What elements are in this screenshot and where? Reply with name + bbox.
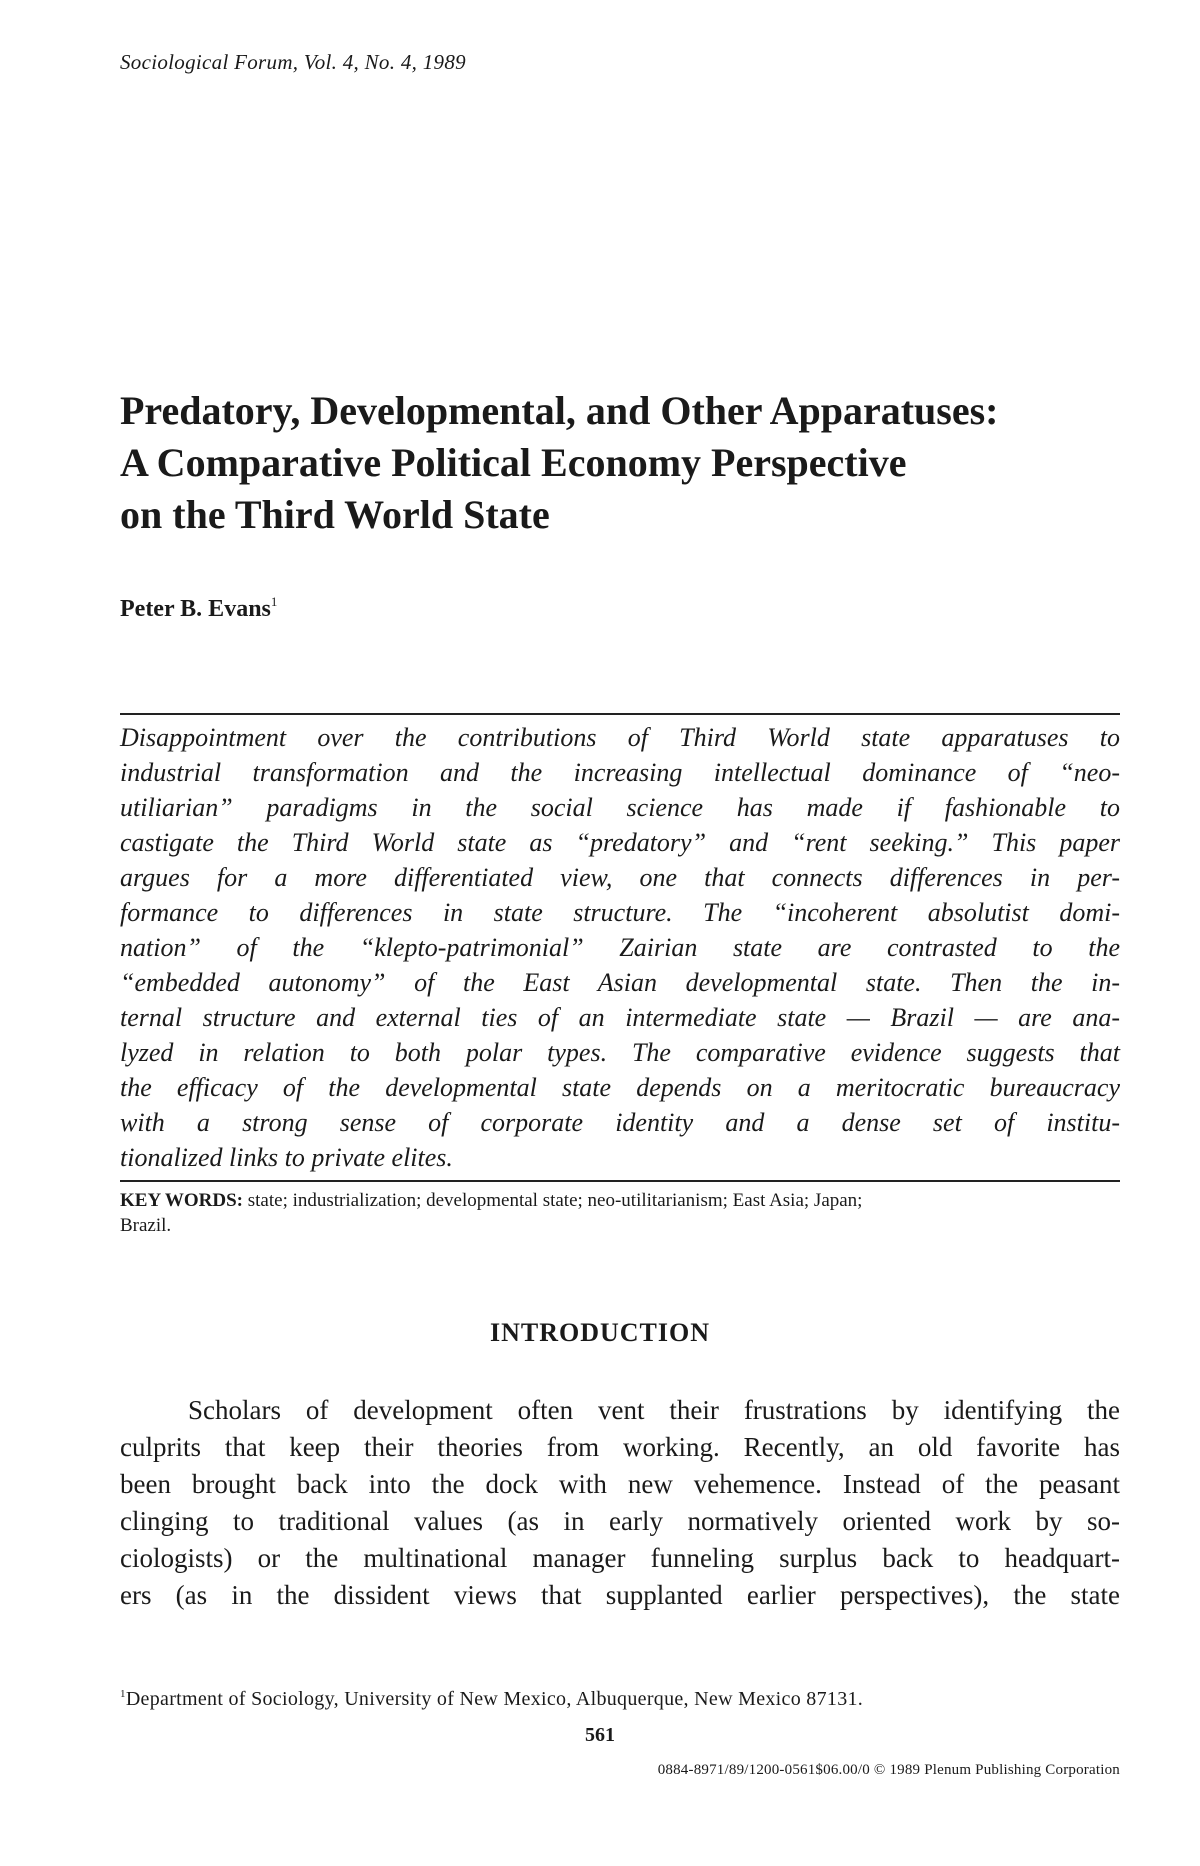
title-line: Predatory, Developmental, and Other Apparatuses: xyxy=(120,388,999,433)
abstract-line: tionalized links to private elites. xyxy=(120,1143,453,1172)
abstract-line: lyzed in relation to both polar types. The comparative evidence suggests that xyxy=(120,1038,1120,1067)
abstract-line: Disappointment over the contributions of Third World state apparatuses to xyxy=(120,723,1120,752)
body-line: ers (as in the dissident views that supplanted earlier perspectives), the state xyxy=(120,1580,1120,1610)
abstract-line: with a strong sense of corporate identity and a dense set of institu- xyxy=(120,1108,1120,1137)
abstract-line: argues for a more differentiated view, one that connects differences in per- xyxy=(120,863,1120,892)
author-name: Peter B. Evans xyxy=(120,596,271,622)
body-line: clinging to traditional values (as in early normatively oriented work by so- xyxy=(120,1506,1120,1536)
body-line: Scholars of development often vent their frustrations by identifying the xyxy=(188,1395,1120,1425)
copyright-line: 0884-8971/89/1200-0561$06.00/0 © 1989 Plenum Publishing Corporation xyxy=(657,1762,1120,1778)
footnote xyxy=(120,1688,863,1711)
article-title xyxy=(120,385,1120,541)
abstract-line: “embedded autonomy” of the East Asian developmental state. Then the in- xyxy=(120,968,1120,997)
abstract xyxy=(120,720,1120,1175)
body-paragraph xyxy=(120,1392,1120,1614)
keywords-list: state; industrialization; developmental state; neo-utilitarianism; East Asia; Japan; xyxy=(247,1190,863,1211)
author-line xyxy=(120,596,277,623)
keywords-label: KEY WORDS: xyxy=(120,1190,243,1211)
keywords xyxy=(120,1188,1120,1238)
abstract-line: formance to differences in state structure. The “incoherent absolutist domi- xyxy=(120,898,1120,927)
abstract-bottom-rule xyxy=(120,1180,1120,1182)
keywords-list: Brazil. xyxy=(120,1215,172,1236)
abstract-line: industrial transformation and the increasing intellectual dominance of “neo- xyxy=(120,758,1120,787)
body-line: been brought back into the dock with new vehemence. Instead of the peasant xyxy=(120,1469,1120,1499)
body-line: culprits that keep their theories from working. Recently, an old favorite has xyxy=(120,1432,1120,1462)
abstract-line: castigate the Third World state as “predatory” and “rent seeking.” This paper xyxy=(120,828,1120,857)
journal-header: Sociological Forum, Vol. 4, No. 4, 1989 xyxy=(120,50,466,74)
title-line: on the Third World State xyxy=(120,492,550,537)
title-line: A Comparative Political Economy Perspective xyxy=(120,440,907,485)
footnote-text: Department of Sociology, University of New Mexico, Albuquerque, New Mexico 87131. xyxy=(125,1688,864,1710)
author-footnote-mark: 1 xyxy=(270,594,278,609)
abstract-line: utiliarian” paradigms in the social science has made if fashionable to xyxy=(120,793,1120,822)
abstract-top-rule xyxy=(120,713,1120,715)
abstract-line: the efficacy of the developmental state depends on a meritocratic bureaucracy xyxy=(120,1073,1120,1102)
section-heading: INTRODUCTION xyxy=(489,1318,711,1347)
abstract-line: nation” of the “klepto-patrimonial” Zairian state are contrasted to the xyxy=(120,933,1120,962)
body-line: ciologists) or the multinational manager funneling surplus back to headquart- xyxy=(120,1543,1120,1573)
page-number: 561 xyxy=(585,1724,615,1746)
footnote-mark: 1 xyxy=(120,1688,126,1700)
abstract-line: ternal structure and external ties of an intermediate state — Brazil — are ana- xyxy=(120,1003,1120,1032)
